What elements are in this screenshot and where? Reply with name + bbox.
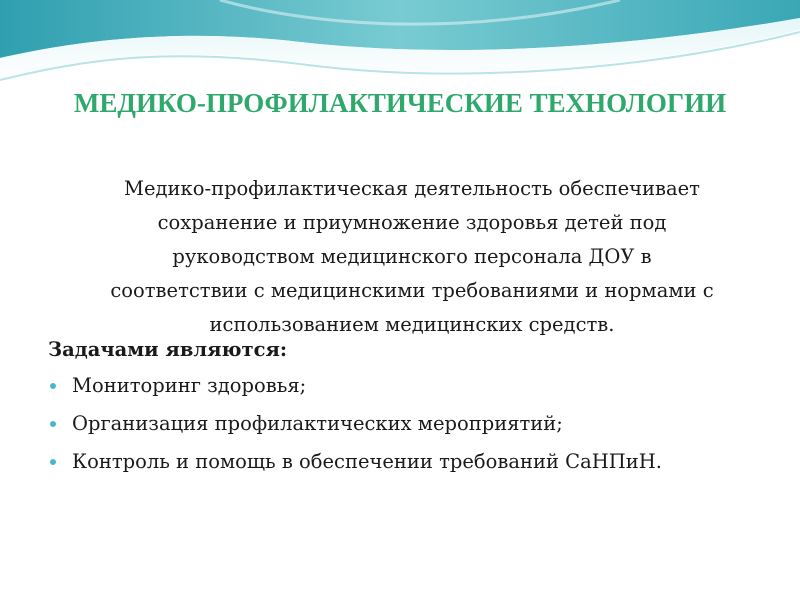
intro-line: сохранение и приумножение здоровья детей под bbox=[157, 211, 667, 234]
list-item bbox=[48, 448, 768, 486]
bullet-icon bbox=[50, 421, 56, 427]
bullet-icon bbox=[50, 383, 56, 389]
slide-title: МЕДИКО-ПРОФИЛАКТИЧЕСКИЕ ТЕХНОЛОГИИ bbox=[73, 88, 727, 118]
list-item bbox=[48, 372, 768, 410]
task-list bbox=[48, 372, 768, 486]
list-item bbox=[48, 410, 768, 448]
intro-line: руководством медицинского персонала ДОУ в bbox=[172, 245, 652, 268]
intro-line: Медико-профилактическая деятельность обеспечивает bbox=[124, 177, 700, 200]
task-text: Мониторинг здоровья; bbox=[72, 374, 307, 397]
intro-paragraph bbox=[72, 172, 752, 342]
intro-line: соответствии с медицинскими требованиями и нормами с bbox=[110, 279, 714, 302]
bullet-icon bbox=[50, 459, 56, 465]
task-text: Организация профилактических мероприятий; bbox=[72, 412, 563, 435]
task-text: Контроль и помощь в обеспечении требований СаНПиН. bbox=[72, 450, 662, 473]
tasks-heading: Задачами являются: bbox=[48, 338, 288, 361]
intro-line: использованием медицинских средств. bbox=[209, 313, 615, 336]
